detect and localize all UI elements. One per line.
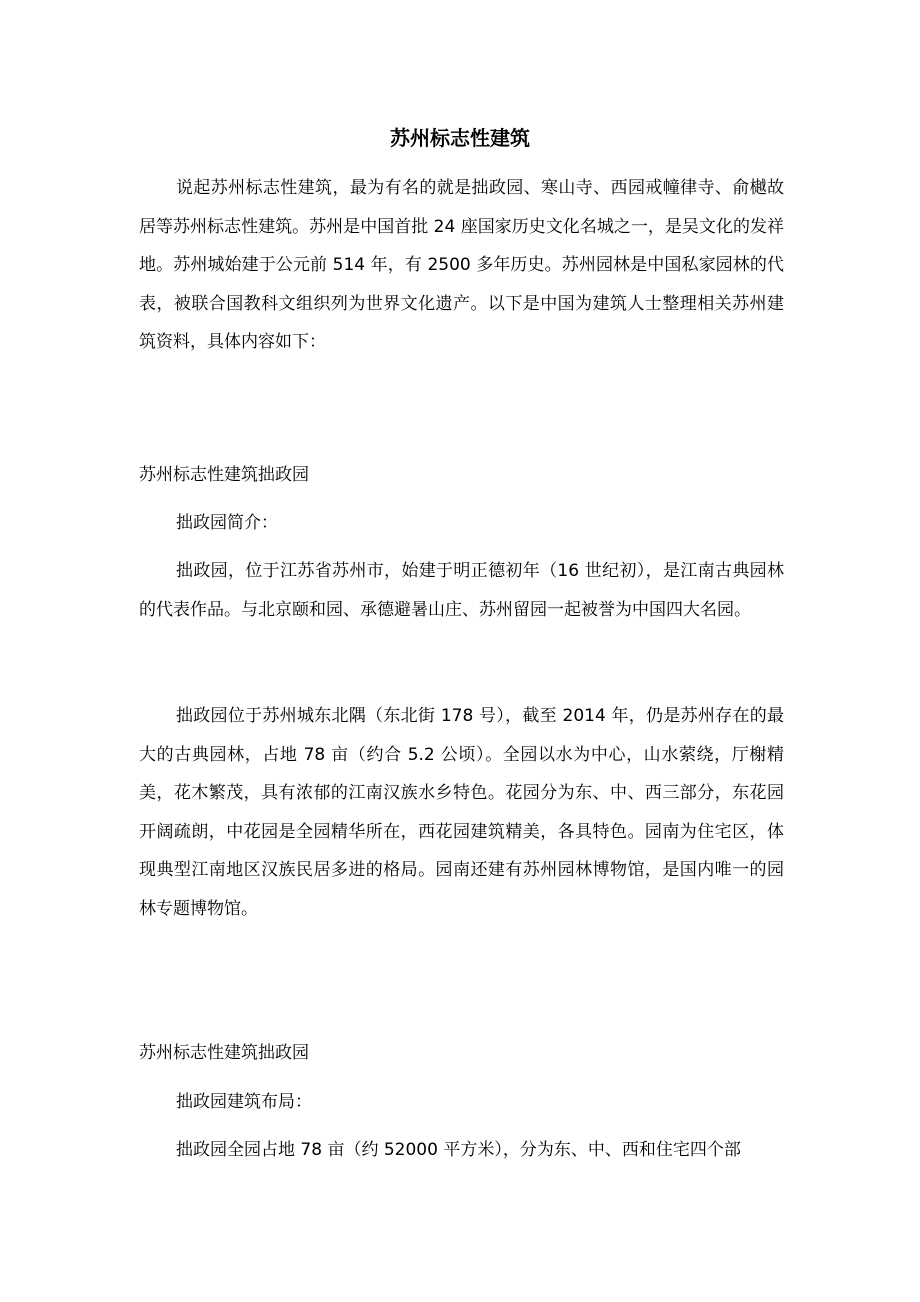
section1-paragraph-1: 拙政园，位于江苏省苏州市，始建于明正德初年（16 世纪初），是江南古典园林的代表作品。与北京颐和园、承德避暑山庄、苏州留园一起被誉为中国四大名园。 [139,561,784,620]
intro-paragraph: 说起苏州标志性建筑，最为有名的就是拙政园、寒山寺、西园戒幢律寺、俞樾故居等苏州标志性建筑。苏州是中国首批 24 座国家历史文化名城之一，是吴文化的发祥地。苏州城始建于公元前 514 年，有 2500 多年历史。苏州园林是中国私家园林的代表，被联合国教科文组织列为世界文化遗产。以下是中国为建筑人士整理相关苏州建筑资料，具体内容如下： [139,178,784,353]
section-label-2: 拙政园建筑布局： [176,1092,312,1112]
section-heading-2: 苏州标志性建筑拙政园 [139,1043,309,1063]
section2-paragraph-1: 拙政园全园占地 78 亩（约 52000 平方米），分为东、中、西和住宅四个部 [176,1140,741,1160]
section-label-1: 拙政园简介： [176,513,278,533]
section1-paragraph-2: 拙政园位于苏州城东北隅（东北街 178 号），截至 2014 年，仍是苏州存在的最大的古典园林，占地 78 亩（约合 5.2 公顷）。全园以水为中心，山水萦绕，厅榭精美，花木繁茂，具有浓郁的江南汉族水乡特色。花园分为东、中、西三部分，东花园开阔疏朗，中花园是全园精华所在，西花园建筑精美，各具特色。园南为住宅区，体现典型江南地区汉族民居多进的格局。园南还建有苏州园林博物馆，是国内唯一的园林专题博物馆。 [139,706,784,919]
section-heading-1: 苏州标志性建筑拙政园 [139,465,309,485]
document-title: 苏州标志性建筑 [390,126,530,150]
